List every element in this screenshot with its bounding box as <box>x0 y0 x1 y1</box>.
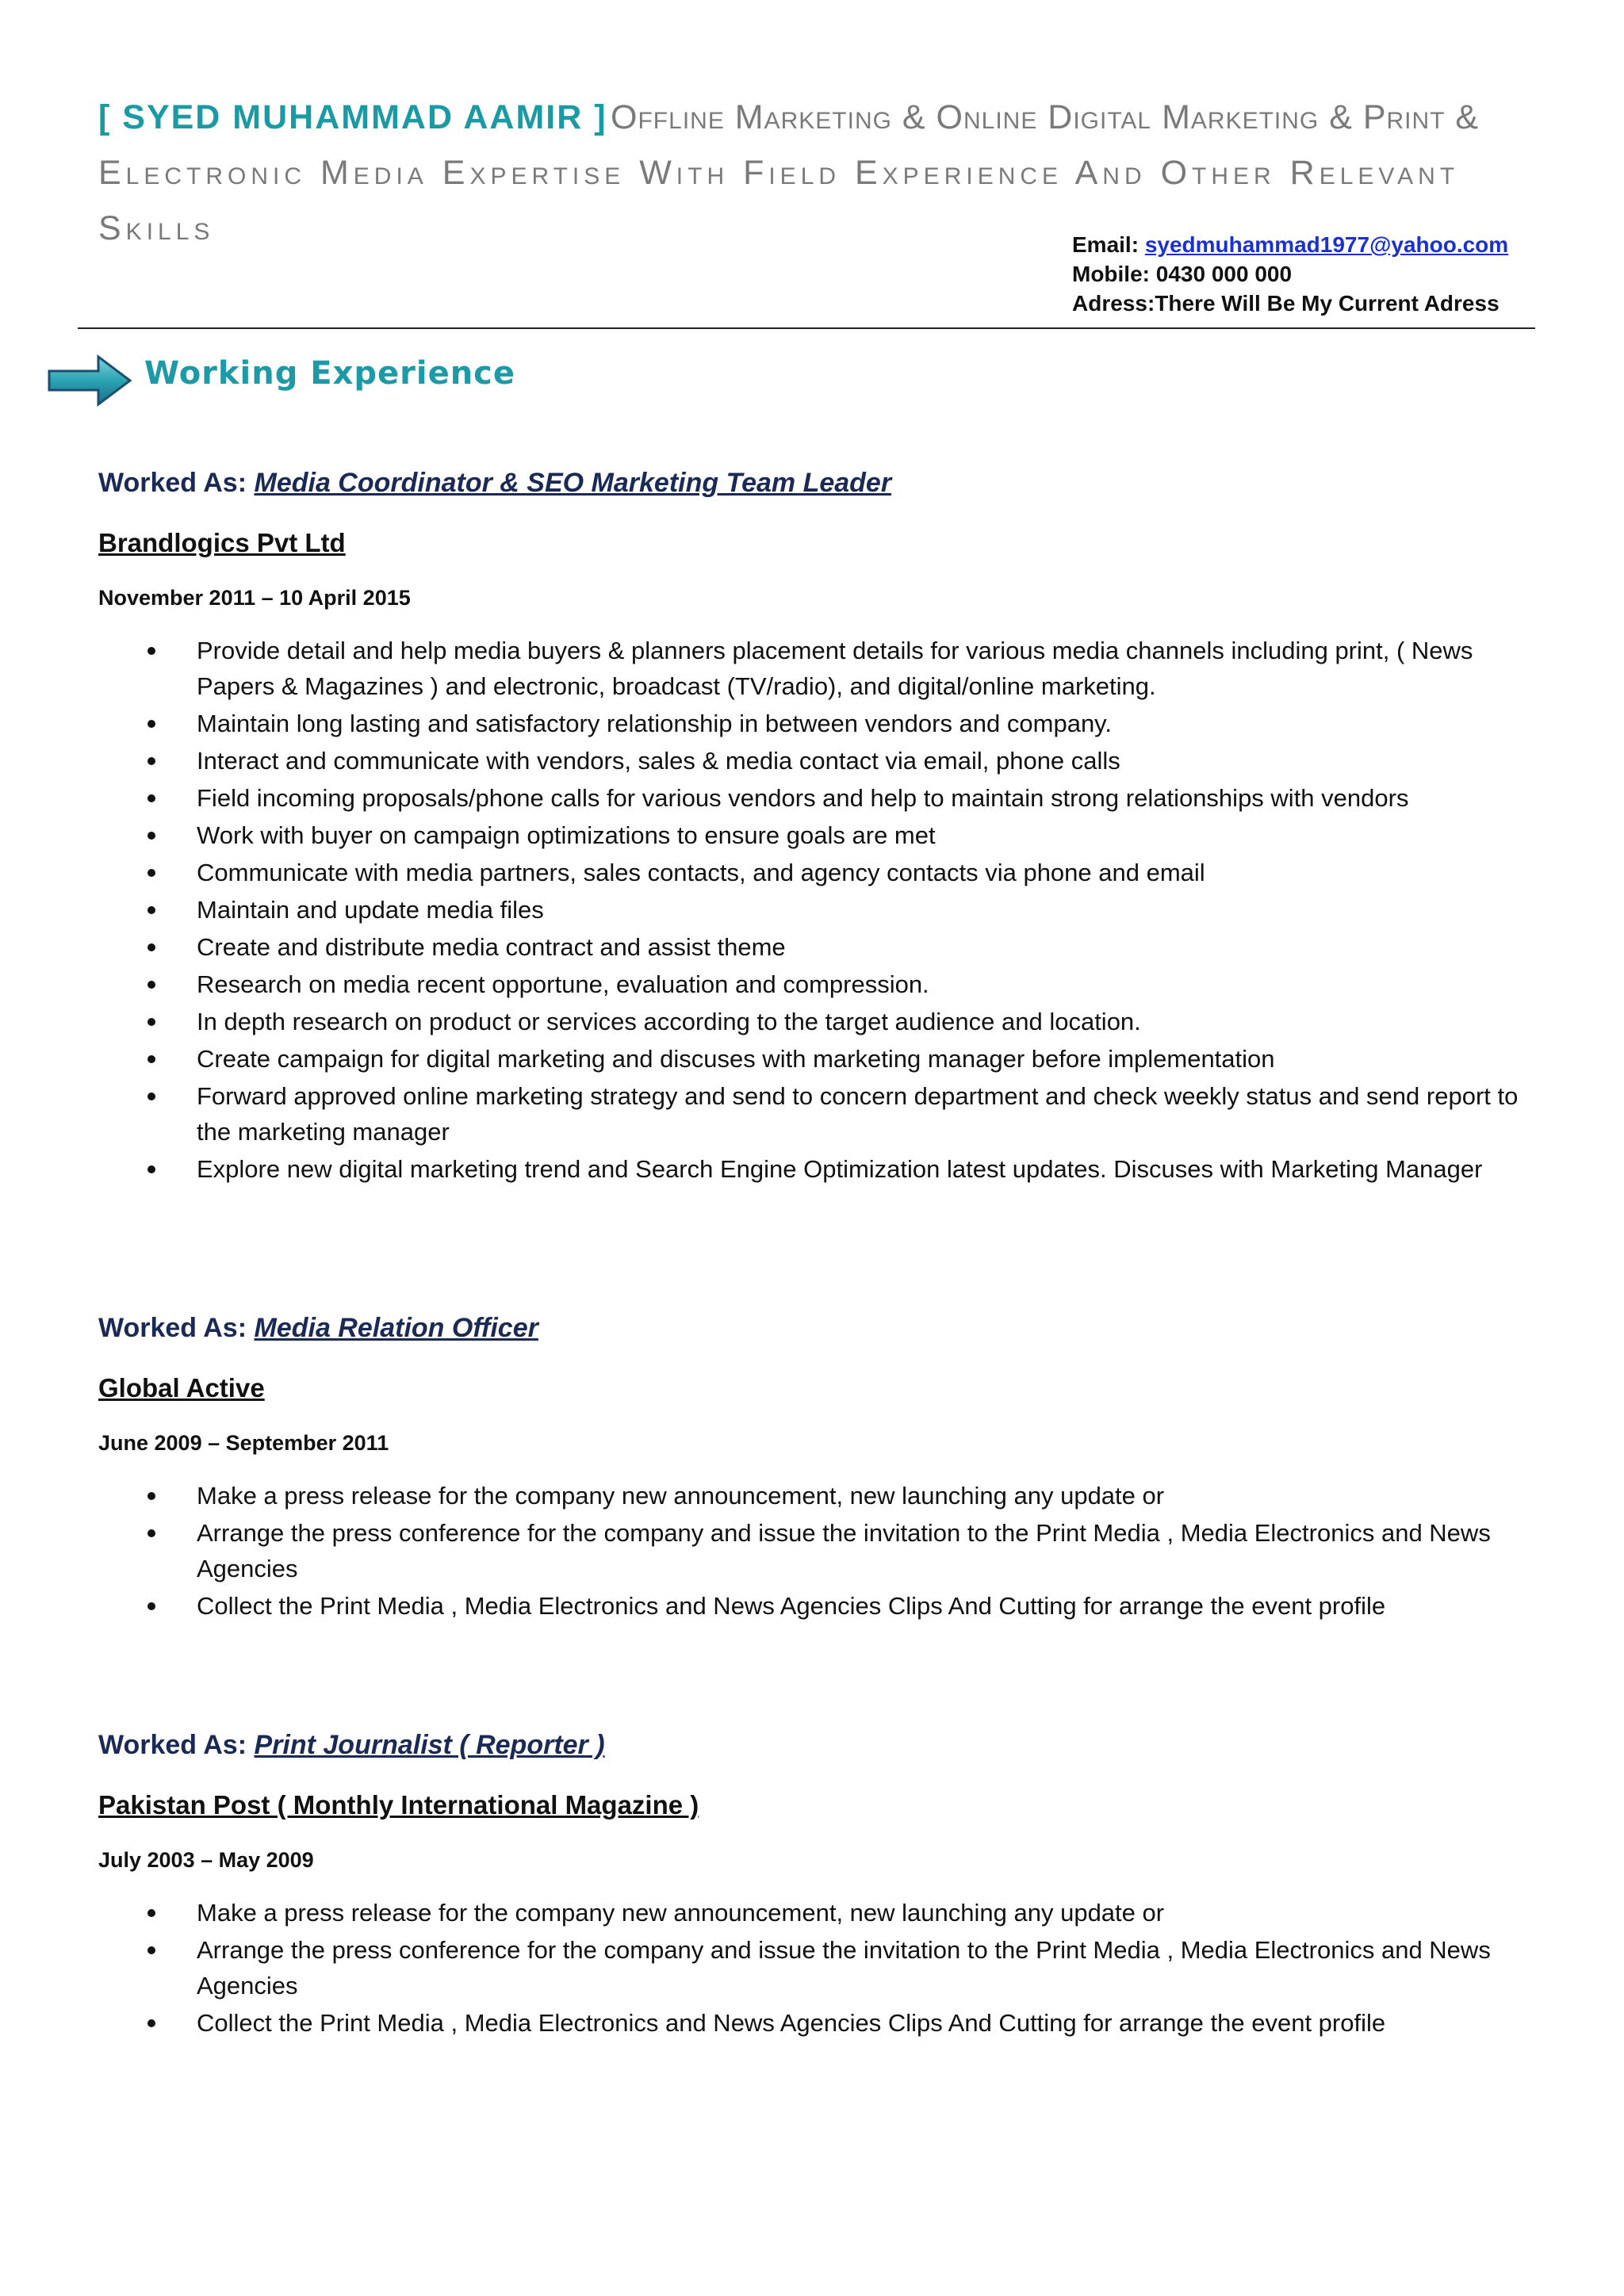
job-entry <box>98 1308 1526 1625</box>
company-name: Brandlogics Pvt Ltd <box>98 528 346 557</box>
list-item <box>98 1515 1526 1586</box>
bullet-icon <box>147 1909 155 1917</box>
candidate-name: [ SYED MUHAMMAD AAMIR ] <box>98 98 607 136</box>
bullet-icon <box>147 794 155 802</box>
bullet-icon <box>147 757 155 765</box>
job-role-line <box>98 1308 1526 1348</box>
job-role: Print Journalist ( Reporter ) <box>254 1730 605 1760</box>
bullet-icon <box>147 1602 155 1610</box>
duty-text: Forward approved online marketing strategy and send to concern department and check weekly status and send report to the marketing manager <box>197 1082 1519 1146</box>
contact-mobile-row <box>1072 259 1508 289</box>
bullet-icon <box>147 1492 155 1500</box>
duty-text: Create campaign for digital marketing and discuses with marketing manager before implementation <box>197 1045 1275 1073</box>
job-dates: July 2003 – May 2009 <box>98 1848 314 1872</box>
tagline-line-2: Electronic Media Expertise With Field Experience And Other Relevant Skills <box>98 154 1460 247</box>
list-item <box>98 743 1526 779</box>
duties-list <box>98 633 1526 1187</box>
mobile-value: 0430 000 000 <box>1155 262 1293 286</box>
duty-text: Field incoming proposals/phone calls for various vendors and help to maintain strong relationships with vendors <box>197 784 1409 812</box>
duty-text: Interact and communicate with vendors, sales & media contact via email, phone calls <box>197 747 1120 775</box>
list-item <box>98 1478 1526 1513</box>
header-divider <box>78 327 1535 329</box>
list-item <box>98 2005 1526 2041</box>
duty-text: Arrange the press conference for the company and issue the invitation to the Print Media , Media Electronics and News Agencies <box>197 1519 1491 1582</box>
email-link[interactable]: syedmuhammad1977@yahoo.com <box>1144 232 1509 257</box>
duty-text: Provide detail and help media buyers & planners placement details for various media channels including print, ( News Papers & Magazines ) and electronic, broadcast (TV/radio), and digital/online marketing. <box>197 637 1473 700</box>
worked-as-label: Worked As: <box>98 468 247 498</box>
arrow-right-icon <box>48 354 133 408</box>
worked-as-label: Worked As: <box>98 1730 247 1760</box>
list-item <box>98 1004 1526 1039</box>
bullet-icon <box>147 1093 155 1100</box>
bullet-icon <box>147 943 155 951</box>
tagline-line-1: Offline Marketing & Online Digital Marketing & Print & <box>611 98 1480 136</box>
duty-text: Collect the Print Media , Media Electronics and News Agencies Clips And Cutting for arrange the event profile <box>197 2009 1386 2037</box>
job-role-line <box>98 1725 1526 1765</box>
bullet-icon <box>147 869 155 877</box>
duty-text: Make a press release for the company new announcement, new launching any update or <box>197 1899 1165 1927</box>
list-item <box>98 1041 1526 1077</box>
header-line-1 <box>98 94 1534 149</box>
duties-list <box>98 1895 1526 2041</box>
bullet-icon <box>147 832 155 840</box>
duty-text: Arrange the press conference for the company and issue the invitation to the Print Media , Media Electronics and News Agencies <box>197 1936 1491 1999</box>
list-item <box>98 1588 1526 1624</box>
list-item <box>98 892 1526 928</box>
bullet-icon <box>147 2019 155 2027</box>
bullet-icon <box>147 1018 155 1026</box>
list-item <box>98 966 1526 1002</box>
list-item <box>98 1151 1526 1187</box>
job-dates: November 2011 – 10 April 2015 <box>98 586 411 610</box>
list-item <box>98 817 1526 853</box>
duty-text: Work with buyer on campaign optimizations to ensure goals are met <box>197 821 936 849</box>
worked-as-label: Worked As: <box>98 1313 247 1343</box>
job-role-line <box>98 463 1526 503</box>
email-label: Email: <box>1072 232 1139 257</box>
list-item <box>98 1932 1526 2003</box>
list-item <box>98 929 1526 965</box>
bullet-icon <box>147 720 155 728</box>
duty-text: Research on media recent opportune, evaluation and compression. <box>197 970 929 998</box>
bullet-icon <box>147 906 155 914</box>
duty-text: In depth research on product or services according to the target audience and location. <box>197 1008 1141 1035</box>
job-entry <box>98 1725 1526 2042</box>
duty-text: Maintain long lasting and satisfactory relationship in between vendors and company. <box>197 710 1112 737</box>
company-name: Global Active <box>98 1373 265 1402</box>
duty-text: Explore new digital marketing trend and Search Engine Optimization latest updates. Discuses with Marketing Manager <box>197 1155 1483 1183</box>
list-item <box>98 1078 1526 1150</box>
bullet-icon <box>147 1529 155 1537</box>
contact-block <box>1072 230 1508 318</box>
mobile-label: Mobile: <box>1072 262 1150 286</box>
duty-text: Create and distribute media contract and assist theme <box>197 933 786 961</box>
contact-address-row <box>1072 289 1508 318</box>
duty-text: Communicate with media partners, sales contacts, and agency contacts via phone and email <box>197 859 1205 886</box>
address-value: There Will Be My Current Adress <box>1155 291 1500 316</box>
bullet-icon <box>147 1055 155 1063</box>
job-role: Media Relation Officer <box>254 1313 538 1343</box>
duty-text: Make a press release for the company new announcement, new launching any update or <box>197 1482 1165 1510</box>
company-name: Pakistan Post ( Monthly International Magazine ) <box>98 1790 699 1820</box>
duty-text: Collect the Print Media , Media Electronics and News Agencies Clips And Cutting for arrange the event profile <box>197 1592 1386 1620</box>
address-label: Adress: <box>1072 291 1155 316</box>
bullet-icon <box>147 1946 155 1954</box>
list-item <box>98 1895 1526 1931</box>
list-item <box>98 855 1526 890</box>
list-item <box>98 633 1526 704</box>
contact-email-row <box>1072 230 1508 259</box>
bullet-icon <box>147 981 155 989</box>
duty-text: Maintain and update media files <box>197 896 544 924</box>
bullet-icon <box>147 1165 155 1173</box>
job-dates: June 2009 – September 2011 <box>98 1431 389 1455</box>
bullet-icon <box>147 647 155 655</box>
job-role: Media Coordinator & SEO Marketing Team Leader <box>254 468 892 498</box>
section-title-working-experience: Working Experience <box>144 355 516 392</box>
duties-list <box>98 1478 1526 1624</box>
list-item <box>98 706 1526 741</box>
job-entry <box>98 463 1526 1188</box>
list-item <box>98 780 1526 816</box>
